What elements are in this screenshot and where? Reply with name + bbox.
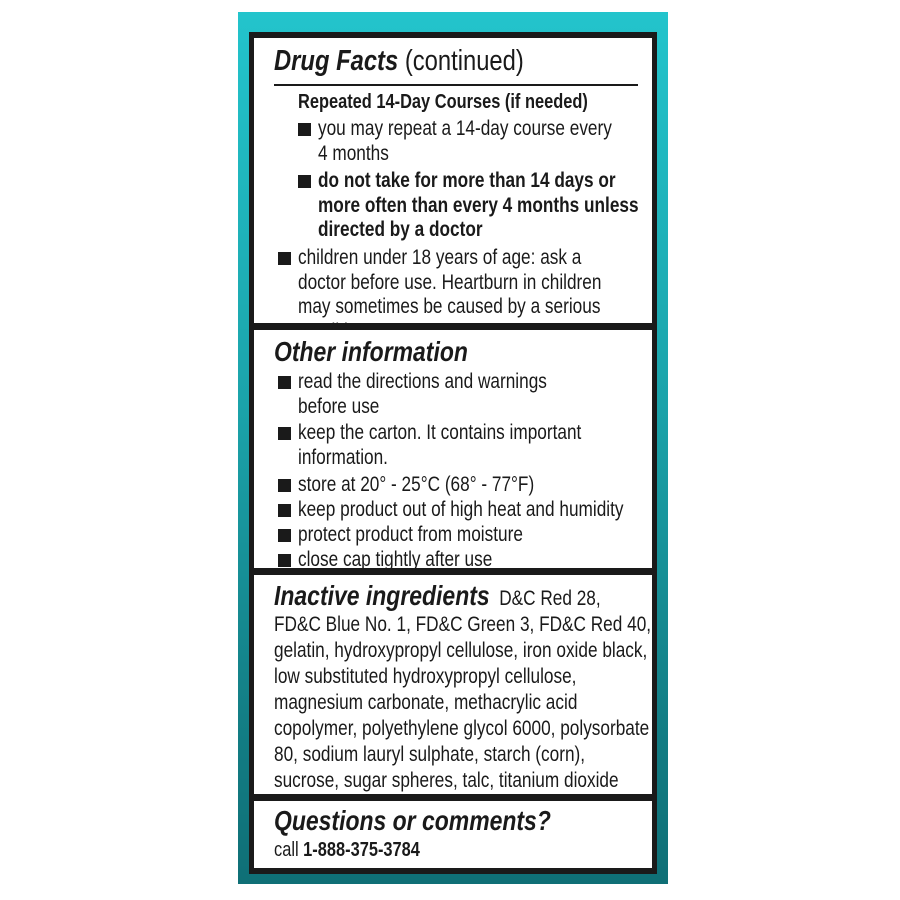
inactive-ingredients-first-line — [274, 580, 672, 612]
bullet-line: more often than every 4 months unless — [318, 193, 639, 217]
ingredient-line: sucrose, sugar spheres, talc, titanium dioxide — [274, 769, 619, 792]
bullet-square-icon — [298, 175, 311, 188]
call-prefix: call — [274, 839, 299, 861]
bullet-line: doctor before use. Heartburn in children — [298, 270, 602, 294]
questions-title: Questions or comments? — [274, 805, 551, 836]
inactive-ingredients-section — [254, 575, 652, 794]
ingredient-line: magnesium carbonate, methacrylic acid — [274, 691, 578, 714]
bullet-square-icon — [278, 427, 291, 440]
bullet-line: 4 months — [318, 141, 389, 165]
other-information-title: Other information — [274, 336, 468, 367]
drug-facts-title-rest: (continued) — [404, 45, 524, 77]
bullet-square-icon — [278, 376, 291, 389]
bullet-line: children under 18 years of age: ask a — [298, 246, 582, 269]
bullet-square-icon — [278, 252, 291, 265]
ingredient-line: gelatin, hydroxypropyl cellulose, iron oxide black, — [274, 639, 648, 662]
ingredient-line: low substituted hydroxypropyl cellulose, — [274, 665, 577, 688]
call-line — [274, 837, 452, 863]
title-divider — [274, 84, 638, 86]
repeated-courses-heading: Repeated 14-Day Courses (if needed) — [298, 91, 588, 113]
ingredient-line: copolymer, polyethylene glycol 6000, polysorbate — [274, 717, 650, 740]
bullet-square-icon — [298, 123, 311, 136]
bullet-line: may sometimes be caused by a serious — [298, 295, 601, 318]
drug-facts-label — [238, 12, 668, 884]
inactive-ingredients-title: Inactive ingredients — [274, 580, 490, 611]
bullet-line: you may repeat a 14-day course every — [318, 117, 612, 140]
bullet-square-icon — [278, 504, 291, 517]
label-frame — [249, 32, 657, 874]
phone-number: 1-888-375-3784 — [303, 839, 420, 861]
ingredient-line: D&C Red 28, — [499, 587, 601, 610]
bullet-line: directed by a doctor — [318, 218, 483, 241]
drug-facts-title-bold: Drug Facts — [274, 45, 399, 77]
drug-facts-section — [254, 38, 652, 323]
bullet-square-icon — [278, 479, 291, 492]
other-information-section: Other information read the directions and warnings before use keep the carton. It contains important information. store at 20° - 25°C (68° - 77°F) keep product out of high heat and humidity protect product from moisture close cap tightly after use — [254, 330, 652, 568]
bullet-line: do not take for more than 14 days or — [318, 169, 616, 192]
ingredient-line: 80, sodium lauryl sulphate, starch (corn), — [274, 743, 586, 766]
questions-section — [254, 801, 652, 868]
drug-facts-title — [274, 44, 579, 78]
bullet-square-icon — [278, 529, 291, 542]
bullet-square-icon — [278, 554, 291, 567]
ingredient-line: FD&C Blue No. 1, FD&C Green 3, FD&C Red 40, — [274, 613, 652, 636]
